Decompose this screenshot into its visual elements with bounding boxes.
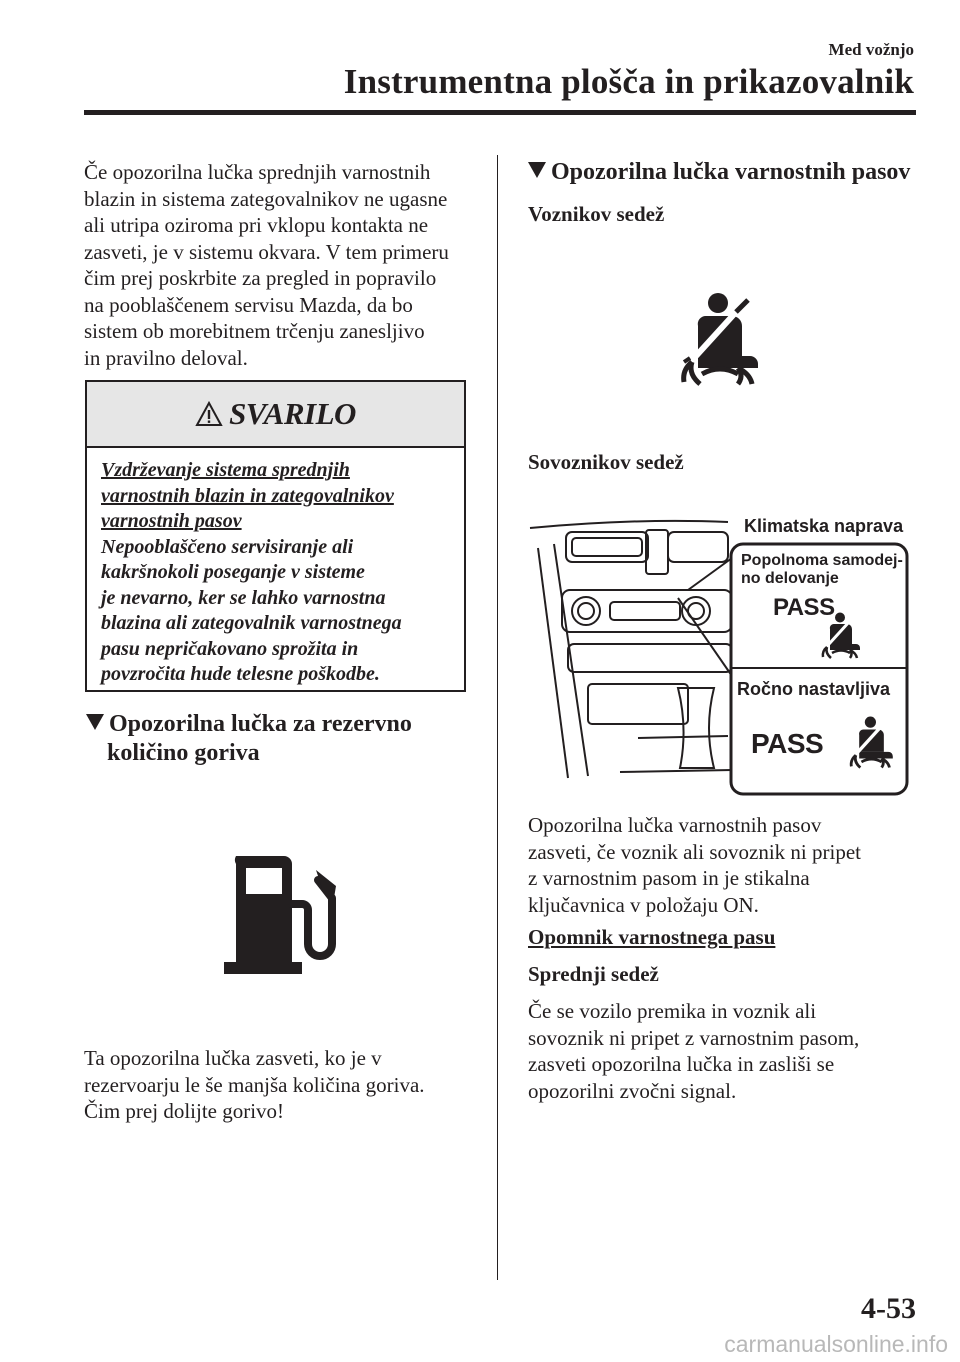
text-line: in pravilno deloval. xyxy=(84,345,248,370)
text-line: ključavnica v položaju ON. xyxy=(528,892,759,917)
text-line: Ta opozorilna lučka zasveti, ko je v xyxy=(84,1046,382,1070)
warning-subtitle-line: varnostnih pasov xyxy=(101,510,242,532)
manual-mode-label: Ročno nastavljiva xyxy=(737,679,891,699)
airbag-fault-paragraph xyxy=(84,159,449,371)
climate-label: Klimatska naprava xyxy=(744,516,904,536)
warning-text-line: je nevarno, ker se lahko varnostna xyxy=(101,586,386,609)
text-line: Če opozorilna lučka sprednjih varnostnih xyxy=(84,160,431,184)
warning-triangle-icon xyxy=(195,401,223,427)
text-line: Če se vozilo premika in voznik ali xyxy=(528,999,817,1023)
text-line: z varnostnim pasom in je stikalna xyxy=(528,866,810,890)
label-line: no delovanje xyxy=(741,570,839,587)
text-line: zasveti, je v sistemu okvara. V tem primeru xyxy=(84,239,449,264)
heading-text: Opozorilna lučka varnostnih pasov xyxy=(551,159,911,185)
column-divider xyxy=(497,155,498,1280)
reminder-heading: Opomnik varnostnega pasu xyxy=(528,925,776,949)
text-line: ali utripa oziroma pri vklopu kontakta ne xyxy=(84,213,429,237)
page-number: 4-53 xyxy=(861,1292,916,1325)
heading-line: količino goriva xyxy=(107,740,260,766)
auto-mode-label xyxy=(741,552,903,588)
text-line: Opozorilna lučka varnostnih pasov xyxy=(528,813,822,837)
driver-seat-label: Voznikov sedež xyxy=(528,202,665,226)
warning-text-line: pasu nepričakovano sprožita in xyxy=(101,637,359,660)
text-line: sovoznik ni pripet z varnostnim pasom, xyxy=(528,1025,860,1050)
warning-text-line: blazina ali zategovalnik varnostnega xyxy=(101,612,402,634)
text-line: čim prej poskrbite za pregled in popravilo xyxy=(84,266,437,290)
text-line: sistem ob morebitnem trčenju zanesljivo xyxy=(84,319,425,343)
warning-subtitle-line: Vzdrževanje sistema sprednjih xyxy=(101,459,350,481)
seatbelt-warning-heading xyxy=(528,158,910,187)
warning-body xyxy=(87,448,464,688)
seatbelt-description xyxy=(528,812,861,918)
text-line: na pooblaščenem servisu Mazda, da bo xyxy=(84,292,413,317)
text-line: rezervoarju le še manjša količina goriva. xyxy=(84,1072,425,1097)
text-line: opozorilni zvočni signal. xyxy=(528,1078,737,1103)
section-label: Med vožnjo xyxy=(828,40,914,59)
pass-indicator-manual: PASS xyxy=(751,728,824,759)
text-line: zasveti opozorilna lučka in zasliši se xyxy=(528,1052,835,1076)
warning-header xyxy=(87,382,464,448)
fuel-pump-icon xyxy=(222,856,352,976)
triangle-bullet-icon xyxy=(528,162,546,178)
text-line: zasveti, če voznik ali sovoznik ni pripet xyxy=(528,839,861,864)
fuel-description xyxy=(84,1045,425,1125)
warning-text-line: povzročita hude telesne poškodbe. xyxy=(101,663,380,685)
triangle-bullet-icon xyxy=(86,714,104,730)
page-title: Instrumentna plošča in prikazovalnik xyxy=(343,62,914,101)
text-line: blazin in sistema zategovalnikov ne ugasne xyxy=(84,186,448,211)
front-seat-label: Sprednji sedež xyxy=(528,962,659,986)
warning-subtitle-line: varnostnih blazin in zategovalnikov xyxy=(101,484,394,507)
heading-line: Opozorilna lučka za rezervno xyxy=(109,711,412,737)
warning-box xyxy=(85,380,466,692)
passenger-seat-label: Sovoznikov sedež xyxy=(528,450,684,474)
label-line: Popolnoma samodej- xyxy=(741,552,903,569)
header-rule xyxy=(84,110,916,115)
seatbelt-icon xyxy=(678,292,768,386)
text-line: Čim prej dolijte gorivo! xyxy=(84,1099,285,1123)
pass-indicator-auto: PASS xyxy=(773,594,835,621)
front-seat-description xyxy=(528,998,859,1104)
warning-text-line: Nepooblaščeno servisiranje ali xyxy=(101,535,354,558)
warning-text-line: kakršnokoli poseganje v sisteme xyxy=(101,561,365,583)
watermark: carmanualsonline.info xyxy=(724,1331,948,1357)
fuel-warning-heading xyxy=(86,710,412,768)
warning-title: SVARILO xyxy=(229,396,356,431)
